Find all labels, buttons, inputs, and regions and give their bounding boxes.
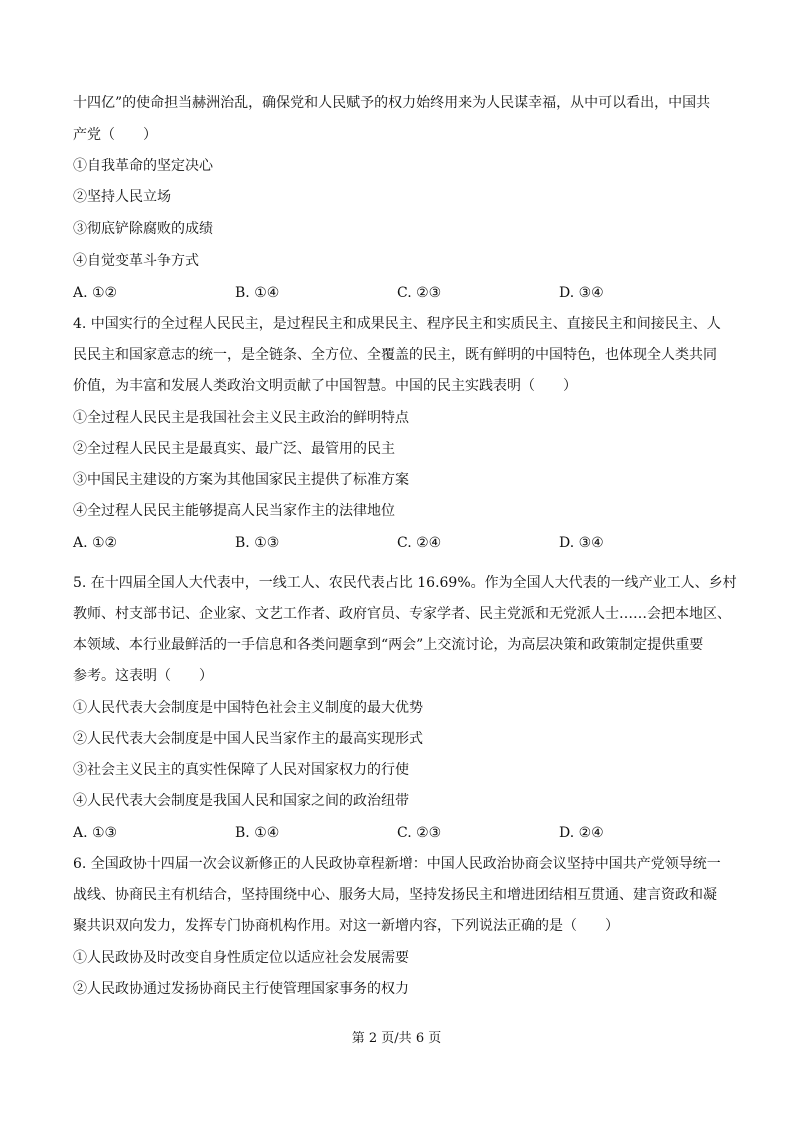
q4-stem-line-1: 4. 中国实行的全过程人民民主，是过程民主和成果民主、程序民主和实质民主、直接民主和间接民主、人 xyxy=(73,316,721,332)
q5-stem-line-4: 参考。这表明（ ） xyxy=(73,668,213,684)
q3-option-d: D. ③④ xyxy=(559,285,604,301)
q5-item-1: ①人民代表大会制度是中国特色社会主义制度的最大优势 xyxy=(73,700,423,716)
q5-stem-line-3: 本领域、本行业最鲜活的一手信息和各类问题拿到“两会”上交流讨论，为高层决策和政策制定提供重要 xyxy=(73,637,704,653)
q3-option-b: B. ①④ xyxy=(235,285,280,301)
q5-item-4: ④人民代表大会制度是我国人民和国家之间的政治纽带 xyxy=(73,793,409,809)
q3-stem-line-2: 产党（ ） xyxy=(73,127,157,143)
q5-option-b: B. ①④ xyxy=(235,825,280,841)
q4-stem-line-2: 民民主和国家意志的统一，是全链条、全方位、全覆盖的民主，既有鲜明的中国特色，也体现全人类共同 xyxy=(73,347,717,363)
q4-option-c: C. ②④ xyxy=(397,535,442,551)
q5-item-2: ②人民代表大会制度是中国人民当家作主的最高实现形式 xyxy=(73,731,423,747)
q6-stem-line-2: 战线、协商民主有机结合，坚持围绕中心、服务大局，坚持发扬民主和增进团结相互贯通、建言资政和凝 xyxy=(73,887,717,903)
q3-item-1: ①自我革命的坚定决心 xyxy=(73,158,213,174)
q5-item-3: ③社会主义民主的真实性保障了人民对国家权力的行使 xyxy=(73,762,409,778)
q3-option-a: A. ①② xyxy=(73,285,118,301)
q4-item-1: ①全过程人民民主是我国社会主义民主政治的鲜明特点 xyxy=(73,410,409,426)
q4-options xyxy=(73,534,693,552)
page-number-footer: 第 2 页/共 6 页 xyxy=(351,1031,442,1046)
q3-item-3: ③彻底铲除腐败的成绩 xyxy=(73,221,213,237)
q5-option-c: C. ②③ xyxy=(397,825,442,841)
q6-stem-line-3: 聚共识双向发力，发挥专门协商机构作用。对这一新增内容，下列说法正确的是（ ） xyxy=(73,918,619,934)
q4-stem-line-3: 价值，为丰富和发展人类政治文明贡献了中国智慧。中国的民主实践表明（ ） xyxy=(73,378,577,394)
q5-stem-line-2: 教师、村支部书记、企业家、文艺工作者、政府官员、专家学者、民主党派和无党派人士……会把本地区、 xyxy=(73,606,731,622)
q4-option-d: D. ③④ xyxy=(559,535,604,551)
q4-item-4: ④全过程人民民主能够提高人民当家作主的法律地位 xyxy=(73,503,395,519)
q4-item-2: ②全过程人民民主是最真实、最广泛、最管用的民主 xyxy=(73,441,395,457)
q4-option-a: A. ①② xyxy=(73,535,118,551)
q3-option-c: C. ②③ xyxy=(397,285,442,301)
q6-item-2: ②人民政协通过发扬协商民主行使管理国家事务的权力 xyxy=(73,981,409,997)
q3-item-2: ②坚持人民立场 xyxy=(73,189,171,205)
q6-item-1: ①人民政协及时改变自身性质定位以适应社会发展需要 xyxy=(73,950,409,966)
q6-stem-line-1: 6. 全国政协十四届一次会议新修正的人民政协章程新增：中国人民政治协商会议坚持中国共产党领导统一 xyxy=(73,856,721,872)
q3-item-4: ④自觉变革斗争方式 xyxy=(73,253,199,269)
q5-option-a: A. ①③ xyxy=(73,825,118,841)
q5-options xyxy=(73,824,693,842)
q4-option-b: B. ①③ xyxy=(235,535,280,551)
q4-item-3: ③中国民主建设的方案为其他国家民主提供了标准方案 xyxy=(73,472,409,488)
q5-stem-line-1: 5. 在十四届全国人大代表中，一线工人、农民代表占比 16.69%。作为全国人大代表的一线产业工人、乡村 xyxy=(73,575,737,591)
q5-option-d: D. ②④ xyxy=(559,825,604,841)
q3-options xyxy=(73,284,693,302)
q3-stem-line-1: 十四亿”的使命担当赫洲治乱，确保党和人民赋予的权力始终用来为人民谋幸福，从中可以看出，中国共 xyxy=(73,95,711,111)
